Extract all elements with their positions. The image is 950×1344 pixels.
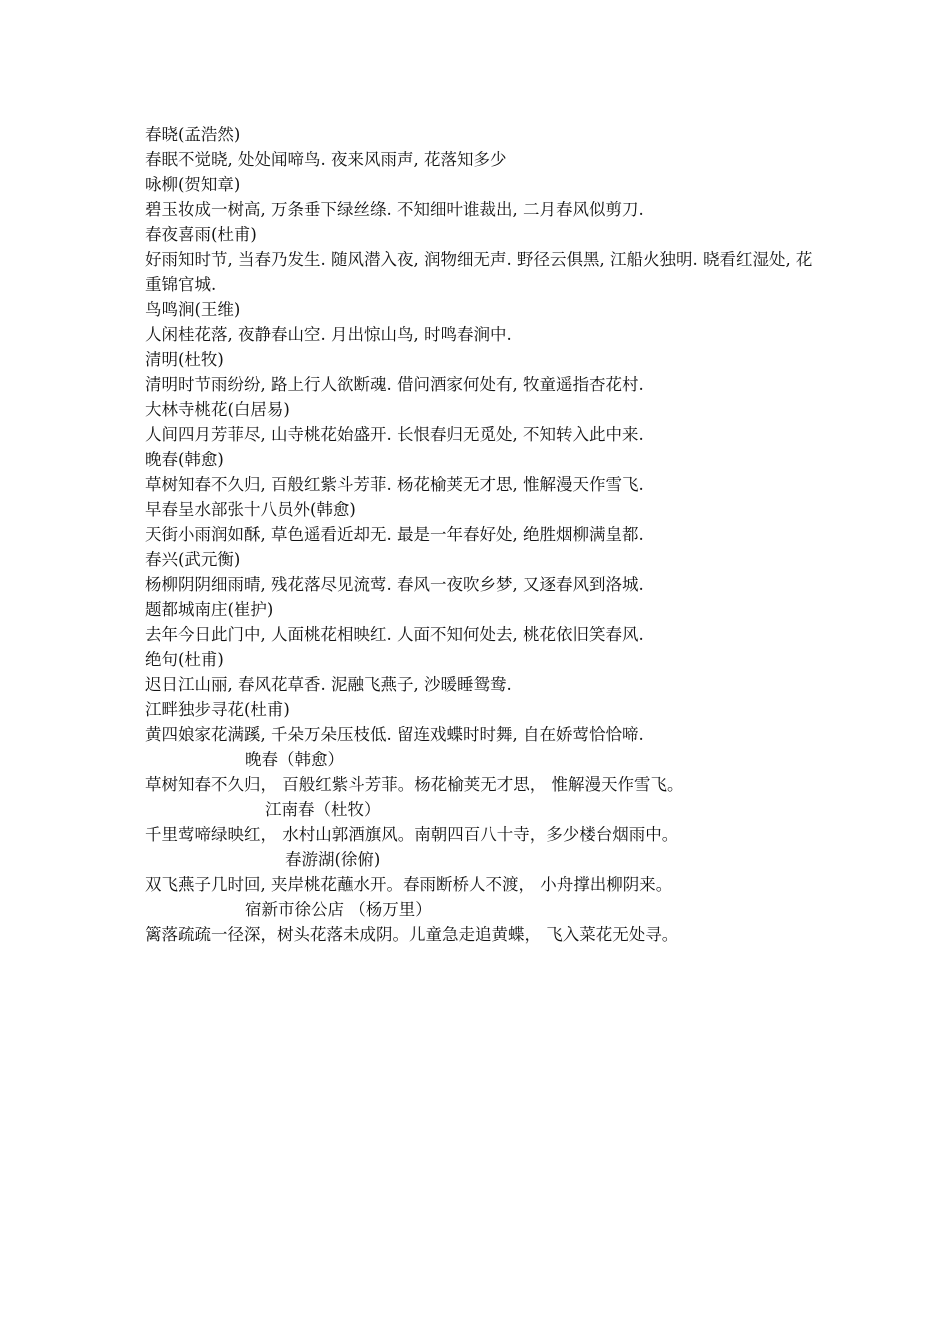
poem-text: 千里莺啼绿映红， 水村山郭酒旗风。南朝四百八十寺，多少楼台烟雨中。 — [145, 825, 679, 844]
poem-title: 早春呈水部张十八员外(韩愈) — [145, 500, 356, 519]
poem-title-centered: 晚春（韩愈） — [245, 750, 344, 769]
poem-text: 双飞燕子几时回, 夹岸桃花蘸水开。春雨断桥人不渡， 小舟撑出柳阴来。 — [145, 875, 673, 894]
poem-text: 草树知春不久归, 百般红紫斗芳菲. 杨花榆荚无才思, 惟解漫天作雪飞. — [145, 475, 644, 494]
poem-title-centered: 春游湖(徐俯) — [285, 850, 381, 869]
poem-title: 咏柳(贺知章) — [145, 175, 241, 194]
poem-title: 春兴(武元衡) — [145, 550, 241, 569]
poem-title: 题都城南庄(崔护) — [145, 600, 274, 619]
poem-title-centered: 江南春（杜牧） — [265, 800, 381, 819]
poem-text: 草树知春不久归， 百般红紫斗芳菲。杨花榆荚无才思， 惟解漫天作雪飞。 — [145, 775, 684, 794]
poem-title: 大林寺桃花(白居易) — [145, 400, 290, 419]
poem-title: 晚春(韩愈) — [145, 450, 224, 469]
poem-text: 人间四月芳菲尽, 山寺桃花始盛开. 长恨春归无觅处, 不知转入此中来. — [145, 425, 644, 444]
poem-text: 好雨知时节, 当春乃发生. 随风潜入夜, 润物细无声. 野径云俱黑, 江船火独明. 晓看红湿处, 花重锦官城. — [145, 250, 813, 294]
poem-text: 碧玉妆成一树高, 万条垂下绿丝绦. 不知细叶谁裁出, 二月春风似剪刀. — [145, 200, 644, 219]
poem-text: 人闲桂花落, 夜静春山空. 月出惊山鸟, 时鸣春涧中. — [145, 325, 512, 344]
poem-text: 篱落疏疏一径深，树头花落未成阴。儿童急走追黄蝶， 飞入菜花无处寻。 — [145, 925, 679, 944]
poem-text: 春眠不觉晓, 处处闻啼鸟. 夜来风雨声, 花落知多少 — [145, 150, 507, 169]
poem-title-centered: 宿新市徐公店 （杨万里） — [245, 900, 432, 919]
poem-title: 春夜喜雨(杜甫) — [145, 225, 257, 244]
poem-text: 清明时节雨纷纷, 路上行人欲断魂. 借问酒家何处有, 牧童遥指杏花村. — [145, 375, 644, 394]
poem-title: 绝句(杜甫) — [145, 650, 224, 669]
poem-text: 黄四娘家花满蹊, 千朵万朵压枝低. 留连戏蝶时时舞, 自在娇莺恰恰啼. — [145, 725, 644, 744]
poem-text: 去年今日此门中, 人面桃花相映红. 人面不知何处去, 桃花依旧笑春风. — [145, 625, 644, 644]
poem-title: 清明(杜牧) — [145, 350, 224, 369]
poem-text: 杨柳阴阴细雨晴, 残花落尽见流莺. 春风一夜吹乡梦, 又逐春风到洛城. — [145, 575, 644, 594]
poem-text: 天街小雨润如酥, 草色遥看近却无. 最是一年春好处, 绝胜烟柳满皇都. — [145, 525, 644, 544]
poem-list — [145, 122, 825, 947]
poem-title: 江畔独步寻花(杜甫) — [145, 700, 290, 719]
poem-text: 迟日江山丽, 春风花草香. 泥融飞燕子, 沙暖睡鸳鸯. — [145, 675, 512, 694]
poem-title: 春晓(孟浩然) — [145, 125, 241, 144]
poem-title: 鸟鸣涧(王维) — [145, 300, 241, 319]
